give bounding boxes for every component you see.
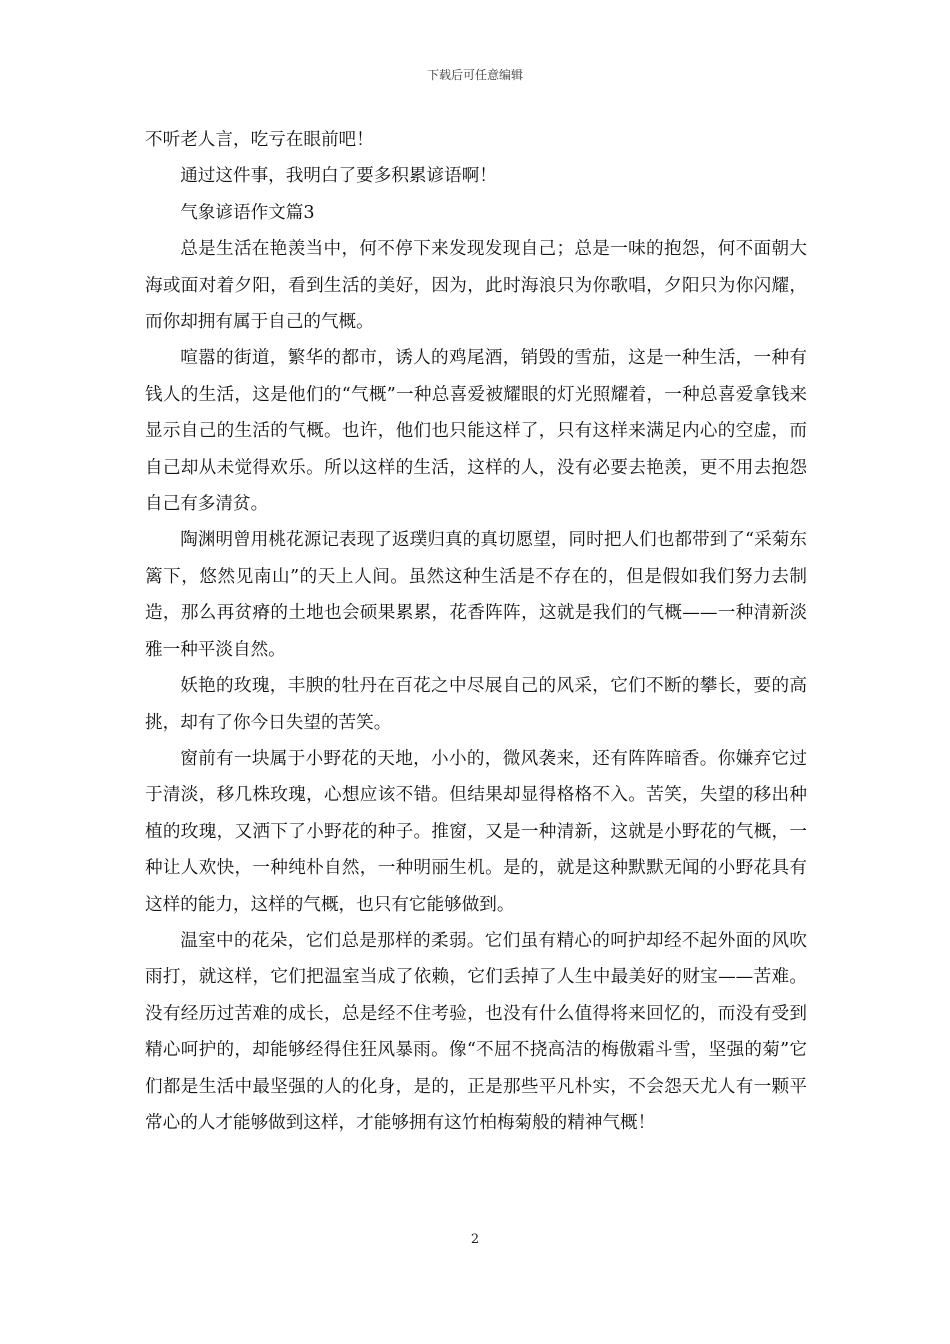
paragraph: 陶渊明曾用桃花源记表现了返璞归真的真切愿望，同时把人们也都带到了“采菊东篱下，悠然见南山”的天上人间。虽然这种生活是不存在的，但是假如我们努力去制造，那么再贫瘠的土地也会硕果累累，花香阵阵，这就是我们的气概——一种清新淡雅一种平淡自然。 [145,530,807,660]
document-body [145,122,807,1141]
paragraph: 通过这件事，我明白了要多积累谚语啊！ [180,166,497,187]
paragraph: 喧嚣的街道，繁华的都市，诱人的鸡尾酒，销毁的雪茄，这是一种生活，一种有钱人的生活，这是他们的“气概”一种总喜爱被耀眼的灯光照耀着，一种总喜爱拿钱来显示自己的生活的气概。也许，他们也只能这样了，只有这样来满足内心的空虚，而自己却从未觉得欢乐。所以这样的生活，这样的人，没有必要去艳羡，更不用去抱怨自己有多清贫。 [145,348,807,515]
page-header: 下载后可任意编辑 [426,68,523,82]
section-heading: 气象谚语作文篇3 [180,202,315,223]
paragraph: 妖艳的玫瑰，丰腴的牡丹在百花之中尽展自己的风采，它们不断的攀长，要的高挑，却有了你今日失望的苦笑。 [145,676,807,733]
paragraph: 温室中的花朵，它们总是那样的柔弱。它们虽有精心的呵护却经不起外面的风吹雨打，就这样，它们把温室当成了依赖，它们丢掉了人生中最美好的财宝——苦难。没有经历过苦难的成长，总是经不住考验，也没有什么值得将来回忆的，而没有受到精心呵护的，却能够经得住狂风暴雨。像“不屈不挠高洁的梅傲霜斗雪，坚强的菊”它们都是生活中最坚强的人的化身，是的，正是那些平凡朴实，不会怨天尤人有一颗平常心的人才能够做到这样，才能够拥有这竹柏梅菊般的精神气概！ [145,930,807,1133]
paragraph: 总是生活在艳羡当中，何不停下来发现发现自己；总是一味的抱怨，何不面朝大海或面对着夕阳，看到生活的美好，因为，此时海浪只为你歌唱，夕阳只为你闪耀，而你却拥有属于自己的气概。 [145,239,807,333]
paragraph: 窗前有一块属于小野花的天地，小小的，微风袭来，还有阵阵暗香。你嫌弃它过于清淡，移几株玫瑰，心想应该不错。但结果却显得格格不入。苦笑，失望的移出种植的玫瑰，又洒下了小野花的种子。推窗，又是一种清新，这就是小野花的气概，一种让人欢快，一种纯朴自然，一种明丽生机。是的，就是这种默默无闻的小野花具有这样的能力，这样的气概，也只有它能够做到。 [145,748,807,915]
paragraph-continuation: 不听老人言，吃亏在眼前吧！ [145,130,374,150]
page-number: 2 [470,1232,480,1247]
